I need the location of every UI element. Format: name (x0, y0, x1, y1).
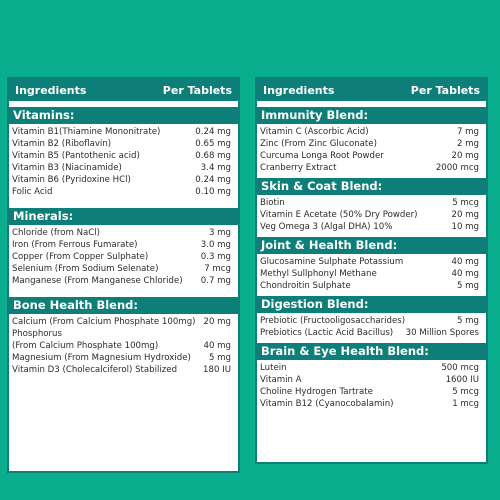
ingredient-value: 20 mg (451, 210, 479, 220)
list-item (260, 362, 483, 374)
ingredient-name: Vitamin D3 (Cholecalciferol) Stabilized (12, 365, 178, 375)
ingredient-name: Vitamin E Acetate (50% Dry Powder) (260, 210, 418, 220)
ingredient-name: Biotin (260, 198, 285, 208)
list-item (260, 268, 483, 280)
ingredient-value: 1600 IU (445, 375, 479, 385)
ingredient-name: Veg Omega 3 (Algal DHA) 10% (260, 222, 393, 232)
ingredient-name: Prebiotic (Fructooligosaccharides) (260, 316, 406, 326)
list-item (12, 150, 235, 162)
list-item (260, 374, 483, 386)
ingredient-value: 180 IU (203, 365, 231, 375)
ingredient-value: 40 mg (451, 269, 479, 279)
ingredient-name: Calcium (From Calcium Phosphate 100mg) (12, 317, 196, 327)
ingredient-name: Magnesium (From Magnesium Hydroxide) (12, 353, 191, 363)
per-tablets-header: Per Tablets (162, 83, 232, 97)
ingredient-value: 7 mcg (204, 264, 231, 274)
ingredient-value: 7 mg (456, 127, 479, 137)
left-ingredients-panel (7, 77, 240, 473)
list-item (260, 315, 483, 327)
ingredient-name: Chondroitin Sulphate (260, 281, 351, 291)
list-item (12, 340, 235, 352)
section-title: Digestion Blend: (257, 296, 486, 313)
ingredient-name: Vitamin C (Ascorbic Acid) (260, 127, 369, 137)
ingredient-name: Cranberry Extract (260, 163, 337, 173)
ingredient-name: Selenium (From Sodium Selenate) (12, 264, 159, 274)
section-title: Immunity Blend: (257, 107, 486, 124)
ingredient-name: Manganese (From Manganese Chloride) (12, 276, 183, 286)
right-ingredients-panel (255, 77, 488, 464)
list-item (260, 138, 483, 150)
list-item (12, 126, 235, 138)
ingredient-name: Vitamin B1(Thiamine Mononitrate) (12, 127, 161, 137)
section-brain-eye (257, 343, 486, 414)
ingredient-value: 5 mcg (452, 387, 479, 397)
ingredient-value: 40 mg (451, 257, 479, 267)
ingredient-value: 3 mg (208, 228, 231, 238)
list-item (12, 186, 235, 198)
list-item (12, 251, 235, 263)
list-item (260, 256, 483, 268)
list-item (12, 138, 235, 150)
ingredient-name: Zinc (From Zinc Gluconate) (260, 139, 377, 149)
section-bone-health (9, 297, 238, 380)
ingredient-value: 0.65 mg (195, 139, 231, 149)
ingredient-name: Vitamin B3 (Niacinamide) (12, 163, 122, 173)
ingredient-value: 0.10 mg (195, 187, 231, 197)
list-item (260, 398, 483, 410)
ingredient-value: 3.4 mg (200, 163, 231, 173)
list-item (12, 275, 235, 287)
list-item (260, 327, 483, 339)
per-tablets-header: Per Tablets (410, 83, 480, 97)
section-minerals (9, 208, 238, 291)
ingredient-value: 500 mcg (441, 363, 479, 373)
ingredient-value: 2000 mcg (435, 163, 479, 173)
section-skin-coat (257, 178, 486, 237)
ingredient-name: (From Calcium Phosphate 100mg) (12, 341, 159, 351)
section-title: Brain & Eye Health Blend: (257, 343, 486, 360)
list-item (12, 227, 235, 239)
ingredient-name: Glucosamine Sulphate Potassium (260, 257, 404, 267)
list-item (260, 197, 483, 209)
ingredient-name: Copper (From Copper Sulphate) (12, 252, 149, 262)
section-title: Bone Health Blend: (9, 297, 238, 314)
section-title: Minerals: (9, 208, 238, 225)
list-item (12, 316, 235, 328)
ingredients-header: Ingredients (263, 83, 335, 97)
list-item (260, 386, 483, 398)
ingredient-name: Phosphorus (12, 329, 62, 339)
section-immunity (257, 107, 486, 178)
ingredient-name: Vitamin B5 (Pantothenic acid) (12, 151, 140, 161)
ingredient-value: 0.24 mg (195, 127, 231, 137)
ingredient-value: 0.3 mg (200, 252, 231, 262)
list-item (12, 239, 235, 251)
list-item (260, 280, 483, 292)
list-item (260, 150, 483, 162)
ingredient-name: Curcuma Longa Root Powder (260, 151, 384, 161)
list-item (12, 263, 235, 275)
ingredient-value: 5 mg (208, 353, 231, 363)
ingredient-name: Methyl Sullphonyl Methane (260, 269, 377, 279)
ingredient-name: Chloride (from NaCl) (12, 228, 101, 238)
list-item (12, 352, 235, 364)
ingredient-name: Vitamin B6 (Pyridoxine HCl) (12, 175, 131, 185)
ingredient-value: 20 mg (451, 151, 479, 161)
table-header (257, 79, 486, 107)
ingredient-name: Iron (From Ferrous Fumarate) (12, 240, 138, 250)
list-item (260, 162, 483, 174)
ingredient-value: 0.68 mg (195, 151, 231, 161)
table-header (9, 79, 238, 107)
list-item (260, 221, 483, 233)
ingredient-name: Choline Hydrogen Tartrate (260, 387, 373, 397)
list-item (12, 328, 235, 340)
section-title: Joint & Health Blend: (257, 237, 486, 254)
list-item (260, 209, 483, 221)
list-item (12, 174, 235, 186)
ingredient-value: 5 mcg (452, 198, 479, 208)
ingredient-name: Folic Acid (12, 187, 53, 197)
list-item (12, 364, 235, 376)
section-title: Vitamins: (9, 107, 238, 124)
ingredient-name: Vitamin B2 (Riboflavin) (12, 139, 112, 149)
ingredient-value: 10 mg (451, 222, 479, 232)
ingredient-value: 5 mg (456, 316, 479, 326)
ingredient-name: Prebiotics (Lactic Acid Bacillus) (260, 328, 394, 338)
list-item (12, 162, 235, 174)
ingredient-value: 3.0 mg (200, 240, 231, 250)
section-title: Skin & Coat Blend: (257, 178, 486, 195)
ingredient-value: 0.24 mg (195, 175, 231, 185)
ingredient-value: 30 Million Spores (405, 328, 479, 338)
ingredient-value: 40 mg (203, 341, 231, 351)
ingredient-value: 0.7 mg (200, 276, 231, 286)
ingredient-name: Vitamin A (260, 375, 302, 385)
ingredient-value: 1 mcg (452, 399, 479, 409)
ingredient-value: 5 mg (456, 281, 479, 291)
section-vitamins (9, 107, 238, 202)
section-digestion (257, 296, 486, 343)
list-item (260, 126, 483, 138)
ingredients-header: Ingredients (15, 83, 87, 97)
section-joint-health (257, 237, 486, 296)
ingredient-name: Vitamin B12 (Cyanocobalamin) (260, 399, 394, 409)
ingredient-name: Lutein (260, 363, 287, 373)
ingredient-value: 2 mg (456, 139, 479, 149)
ingredient-value: 20 mg (203, 317, 231, 327)
